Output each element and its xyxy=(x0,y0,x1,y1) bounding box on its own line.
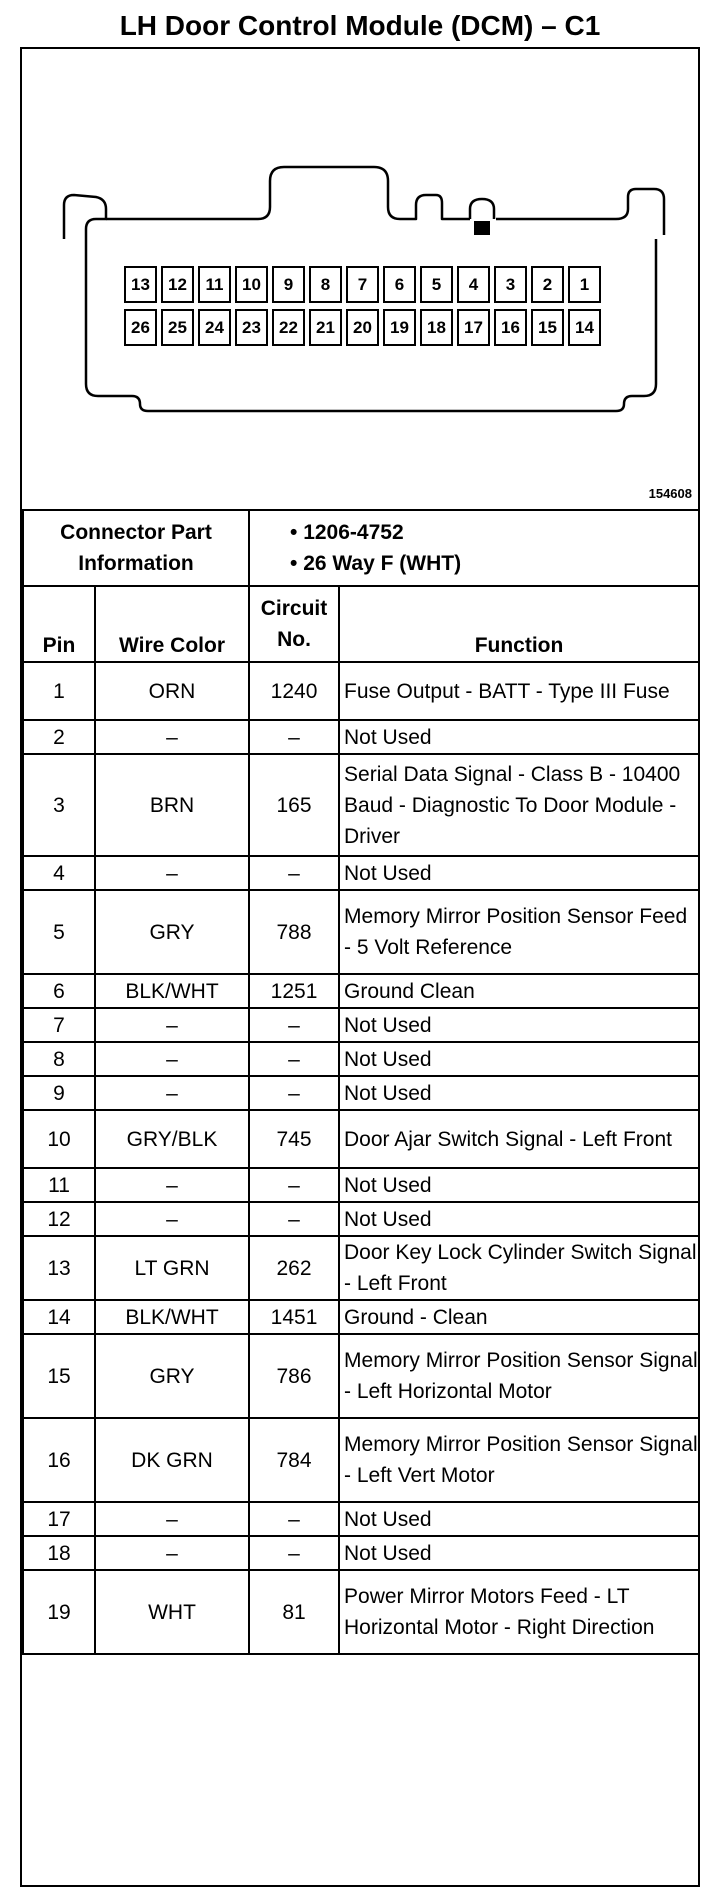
pin-cell: 12 xyxy=(23,1202,95,1236)
circuit-cell: 262 xyxy=(249,1236,339,1300)
connector-pin: 15 xyxy=(531,309,564,346)
circuit-cell: – xyxy=(249,1076,339,1110)
pin-cell: 16 xyxy=(23,1418,95,1502)
header-function: Function xyxy=(339,586,699,662)
latch-tab xyxy=(474,221,490,235)
pin-cell: 18 xyxy=(23,1536,95,1570)
function-cell: Power Mirror Motors Feed - LT Horizontal Motor - Right Direction xyxy=(339,1570,699,1654)
table-row xyxy=(23,974,699,1008)
table-row xyxy=(23,1042,699,1076)
table-row xyxy=(23,1334,699,1418)
connector-pin: 19 xyxy=(383,309,416,346)
pin-cell: 11 xyxy=(23,1168,95,1202)
table-row xyxy=(23,662,699,720)
circuit-cell: – xyxy=(249,1042,339,1076)
connector-pin: 22 xyxy=(272,309,305,346)
wire-color-cell: – xyxy=(95,1202,249,1236)
function-cell: Fuse Output - BATT - Type III Fuse xyxy=(339,662,699,720)
function-cell: Not Used xyxy=(339,1008,699,1042)
pin-cell: 3 xyxy=(23,754,95,856)
table-row xyxy=(23,1202,699,1236)
connector-pin: 20 xyxy=(346,309,379,346)
circuit-cell: – xyxy=(249,1168,339,1202)
connector-pin: 10 xyxy=(235,266,268,303)
wire-color-cell: LT GRN xyxy=(95,1236,249,1300)
circuit-cell: – xyxy=(249,1202,339,1236)
circuit-cell: 784 xyxy=(249,1418,339,1502)
wire-color-cell: GRY xyxy=(95,1334,249,1418)
circuit-cell: 788 xyxy=(249,890,339,974)
wire-color-cell: BLK/WHT xyxy=(95,974,249,1008)
function-cell: Memory Mirror Position Sensor Signal - Left Horizontal Motor xyxy=(339,1334,699,1418)
pin-cell: 6 xyxy=(23,974,95,1008)
connector-diagram xyxy=(22,49,698,509)
connector-pin: 23 xyxy=(235,309,268,346)
header-wire-color: Wire Color xyxy=(95,586,249,662)
connector-pin: 11 xyxy=(198,266,231,303)
table-row xyxy=(23,1502,699,1536)
wire-color-cell: DK GRN xyxy=(95,1418,249,1502)
table-row xyxy=(23,720,699,754)
connector-pin: 6 xyxy=(383,266,416,303)
connector-pin: 24 xyxy=(198,309,231,346)
pin-cell: 7 xyxy=(23,1008,95,1042)
table-row xyxy=(23,890,699,974)
table-header-row xyxy=(23,586,699,662)
wire-color-cell: – xyxy=(95,856,249,890)
circuit-cell: 745 xyxy=(249,1110,339,1168)
connector-pin: 5 xyxy=(420,266,453,303)
function-cell: Not Used xyxy=(339,720,699,754)
connector-pin: 1 xyxy=(568,266,601,303)
connector-pin: 8 xyxy=(309,266,342,303)
pin-cell: 13 xyxy=(23,1236,95,1300)
connector-pin: 17 xyxy=(457,309,490,346)
wire-color-cell: – xyxy=(95,1502,249,1536)
function-cell: Ground Clean xyxy=(339,974,699,1008)
wire-color-cell: WHT xyxy=(95,1570,249,1654)
wire-color-cell: – xyxy=(95,1008,249,1042)
connector-pin: 14 xyxy=(568,309,601,346)
connector-pin: 25 xyxy=(161,309,194,346)
table-row xyxy=(23,1076,699,1110)
pin-cell: 17 xyxy=(23,1502,95,1536)
wire-color-cell: BLK/WHT xyxy=(95,1300,249,1334)
connector-info-row xyxy=(23,510,699,586)
pin-cell: 19 xyxy=(23,1570,95,1654)
connector-pin: 7 xyxy=(346,266,379,303)
table-row xyxy=(23,754,699,856)
function-cell: Not Used xyxy=(339,1042,699,1076)
pin-cell: 9 xyxy=(23,1076,95,1110)
connector-pin: 21 xyxy=(309,309,342,346)
table-row xyxy=(23,1570,699,1654)
pin-cell: 4 xyxy=(23,856,95,890)
header-pin: Pin xyxy=(23,586,95,662)
function-cell: Not Used xyxy=(339,856,699,890)
table-row xyxy=(23,1110,699,1168)
wire-color-cell: GRY/BLK xyxy=(95,1110,249,1168)
table-body xyxy=(23,662,699,1654)
connector-pin: 9 xyxy=(272,266,305,303)
connector-pin: 18 xyxy=(420,309,453,346)
pin-cell: 14 xyxy=(23,1300,95,1334)
wire-color-cell: ORN xyxy=(95,662,249,720)
function-cell: Ground - Clean xyxy=(339,1300,699,1334)
wire-color-cell: – xyxy=(95,1168,249,1202)
pinout-table xyxy=(22,509,700,1655)
function-cell: Door Ajar Switch Signal - Left Front xyxy=(339,1110,699,1168)
connector-pin: 2 xyxy=(531,266,564,303)
pin-cell: 15 xyxy=(23,1334,95,1418)
circuit-cell: – xyxy=(249,1502,339,1536)
connector-pin: 3 xyxy=(494,266,527,303)
wire-color-cell: – xyxy=(95,1076,249,1110)
function-cell: Not Used xyxy=(339,1076,699,1110)
circuit-cell: – xyxy=(249,720,339,754)
header-circuit-no: Circuit No. xyxy=(249,586,339,662)
circuit-cell: – xyxy=(249,856,339,890)
function-cell: Door Key Lock Cylinder Switch Signal - Left Front xyxy=(339,1236,699,1300)
wire-color-cell: – xyxy=(95,720,249,754)
wire-color-cell: – xyxy=(95,1042,249,1076)
function-cell: Memory Mirror Position Sensor Feed - 5 Volt Reference xyxy=(339,890,699,974)
connector-pin: 12 xyxy=(161,266,194,303)
connector-pin: 16 xyxy=(494,309,527,346)
circuit-cell: 81 xyxy=(249,1570,339,1654)
function-cell: Not Used xyxy=(339,1536,699,1570)
connector-description: • 26 Way F (WHT) xyxy=(290,552,462,575)
pin-cell: 5 xyxy=(23,890,95,974)
wire-color-cell: GRY xyxy=(95,890,249,974)
table-row xyxy=(23,1236,699,1300)
table-row xyxy=(23,1168,699,1202)
wire-color-cell: – xyxy=(95,1536,249,1570)
connector-info-label: Connector Part Information xyxy=(23,510,249,586)
connector-part-number: • 1206-4752 xyxy=(290,521,404,544)
table-row xyxy=(23,1300,699,1334)
circuit-cell: 1251 xyxy=(249,974,339,1008)
pin-cell: 2 xyxy=(23,720,95,754)
pin-cell: 8 xyxy=(23,1042,95,1076)
table-row xyxy=(23,1536,699,1570)
connector-pin: 13 xyxy=(124,266,157,303)
circuit-cell: 165 xyxy=(249,754,339,856)
function-cell: Memory Mirror Position Sensor Signal - Left Vert Motor xyxy=(339,1418,699,1502)
pin-cell: 1 xyxy=(23,662,95,720)
circuit-cell: 1451 xyxy=(249,1300,339,1334)
connector-info-items xyxy=(249,510,699,586)
function-cell: Not Used xyxy=(339,1502,699,1536)
function-cell: Serial Data Signal - Class B - 10400 Baud - Diagnostic To Door Module - Driver xyxy=(339,754,699,856)
circuit-cell: – xyxy=(249,1008,339,1042)
pin-cell: 10 xyxy=(23,1110,95,1168)
wire-color-cell: BRN xyxy=(95,754,249,856)
function-cell: Not Used xyxy=(339,1202,699,1236)
function-cell: Not Used xyxy=(339,1168,699,1202)
table-row xyxy=(23,1418,699,1502)
circuit-cell: – xyxy=(249,1536,339,1570)
connector-pin-grid xyxy=(124,266,604,356)
document-frame xyxy=(20,47,700,1887)
circuit-cell: 1240 xyxy=(249,662,339,720)
table-row xyxy=(23,1008,699,1042)
circuit-cell: 786 xyxy=(249,1334,339,1418)
figure-id: 154608 xyxy=(648,486,692,501)
page-title: LH Door Control Module (DCM) – C1 xyxy=(119,10,601,41)
connector-pin: 4 xyxy=(457,266,490,303)
table-row xyxy=(23,856,699,890)
connector-pin: 26 xyxy=(124,309,157,346)
